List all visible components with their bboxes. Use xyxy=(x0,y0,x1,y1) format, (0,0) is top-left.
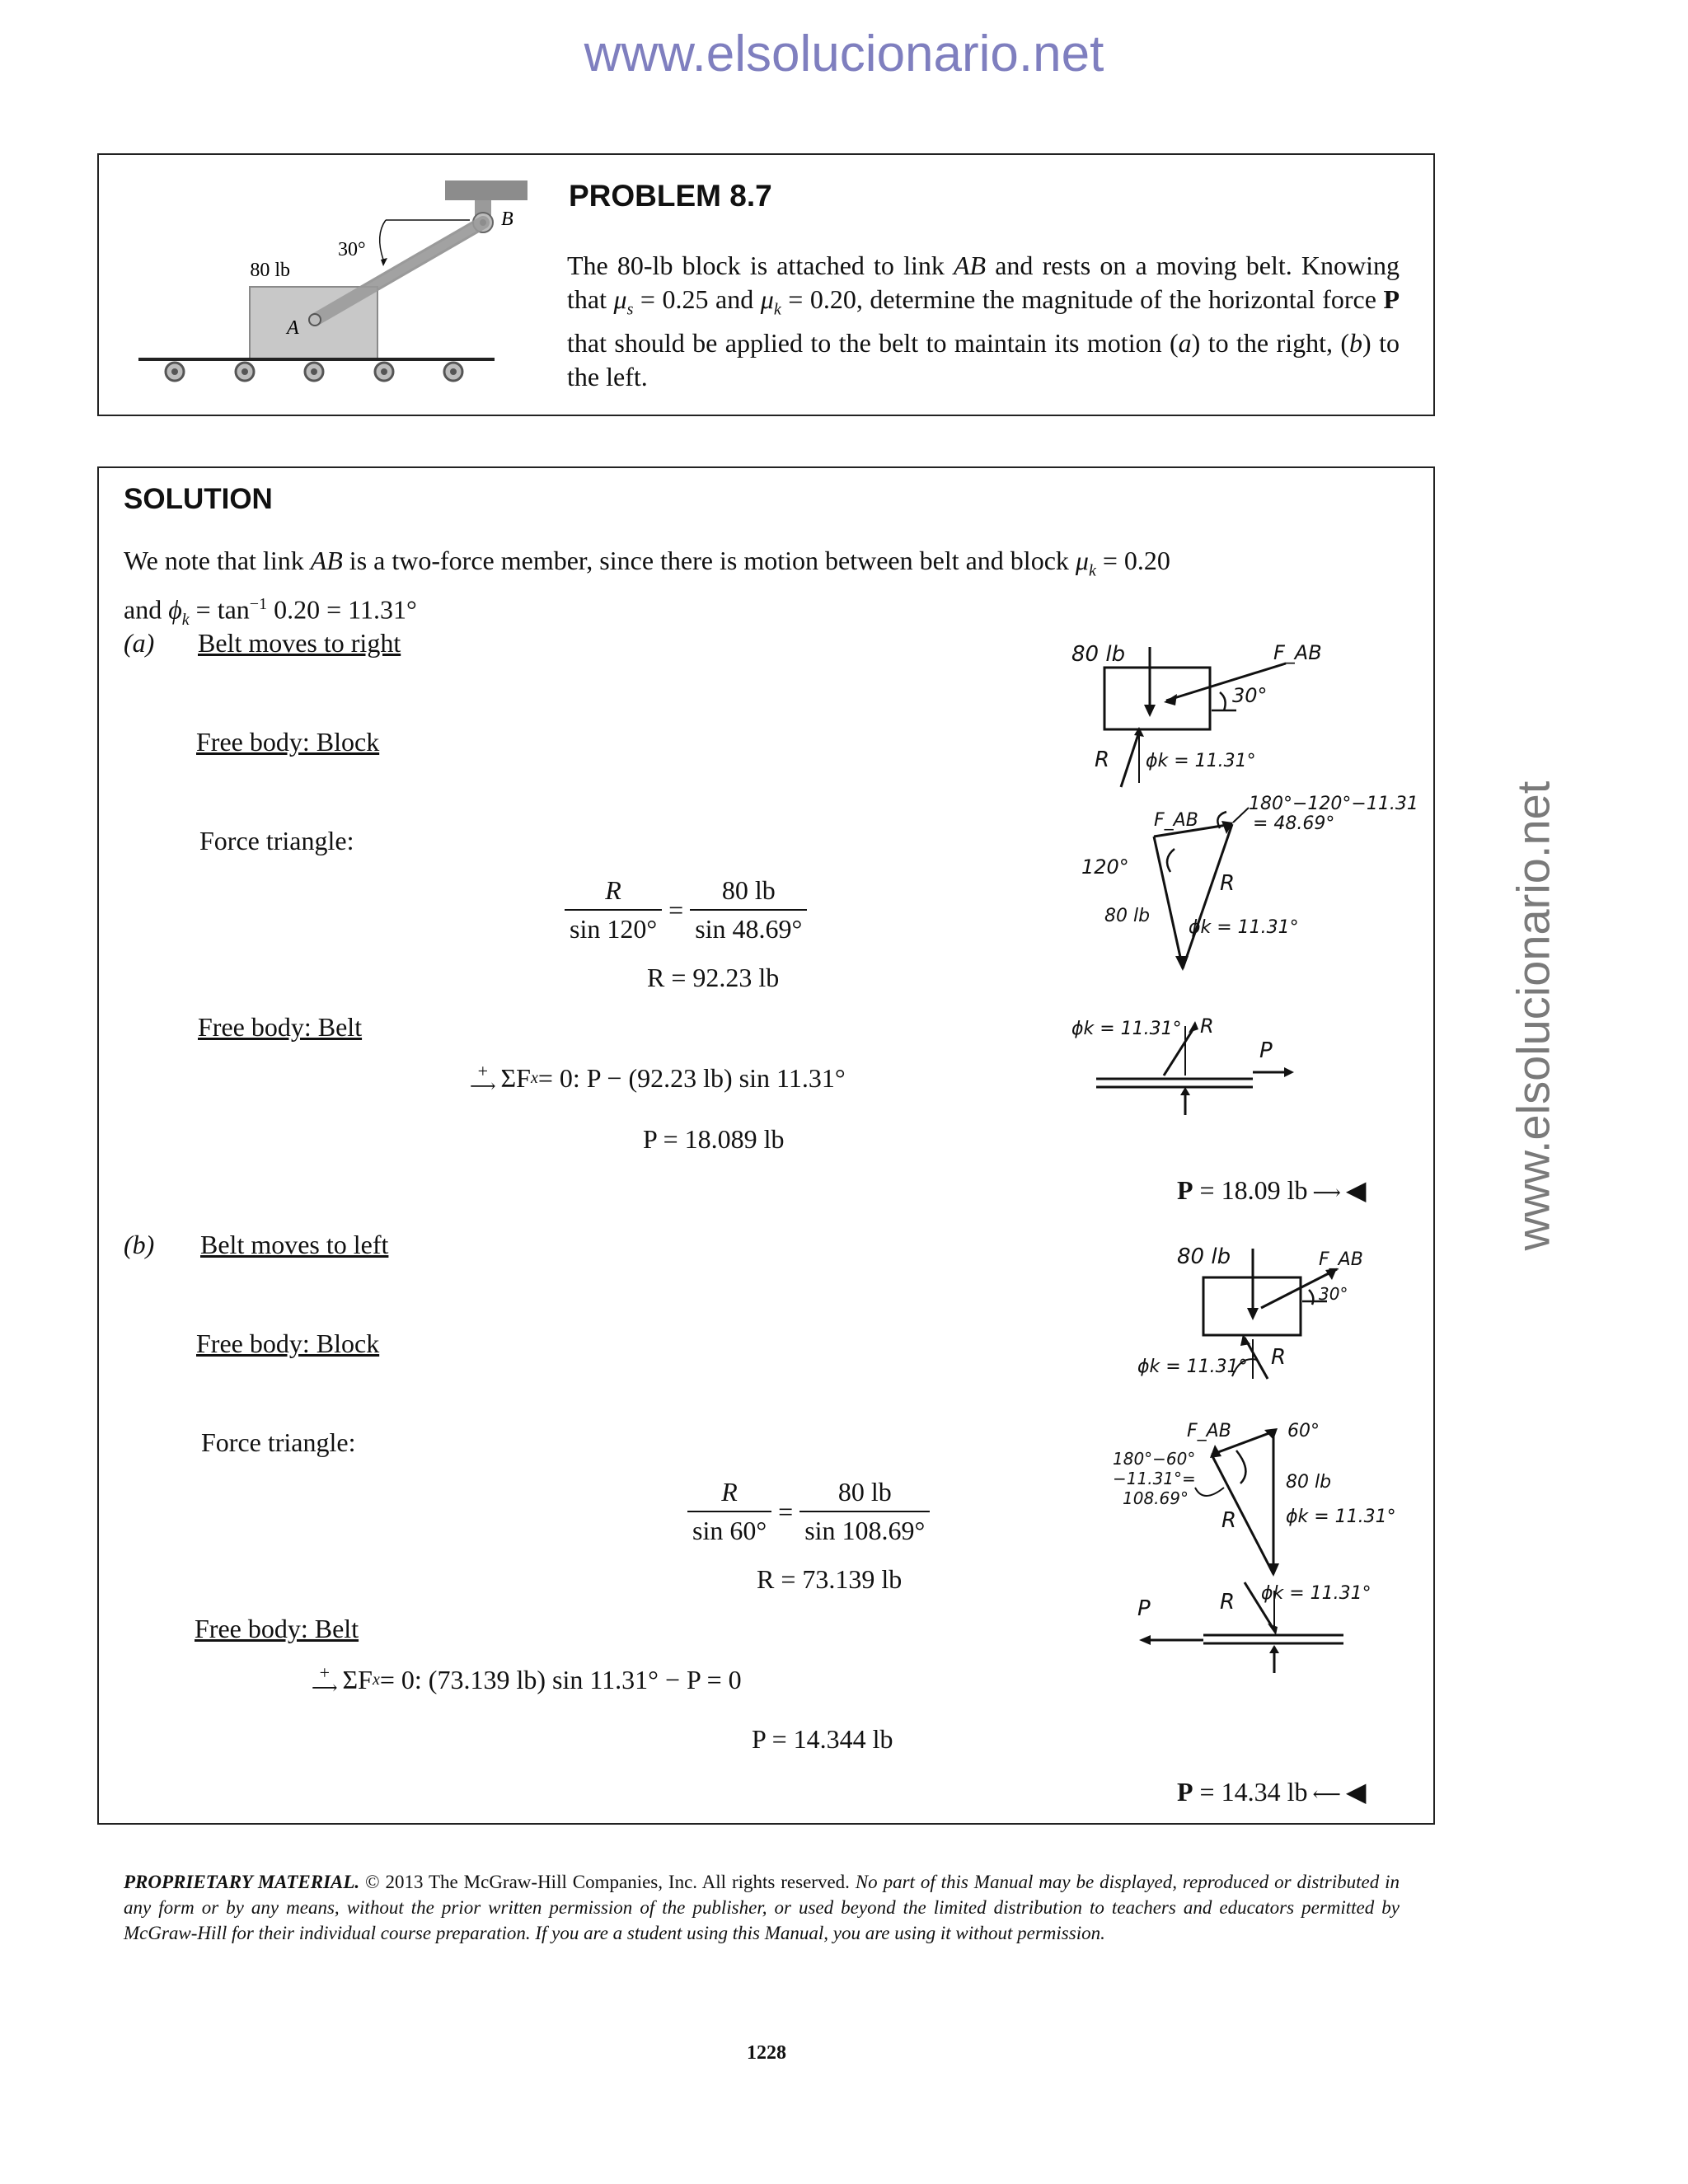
part-b-fb-belt: Free body: Belt xyxy=(195,1614,359,1643)
problem-figure xyxy=(132,169,511,404)
watermark-top: www.elsolucionario.net xyxy=(584,26,1104,82)
problem-statement: The 80-lb block is attached to link AB and rests on a moving belt. Knowing that $\mu_s = 0.25$ and $\mu_k = 0.20$, determine the magnitude of the horizontal force P that should be applied to the belt to maintain its motion (a) to the right, (b) to the left. xyxy=(567,251,1400,392)
belt-rollers xyxy=(166,363,462,381)
sketch-a-tri-top: 180°−120°−11.31 xyxy=(1249,794,1418,814)
sketch-a-belt-phi: ϕk = 11.31° xyxy=(1071,1019,1182,1039)
part-b-r-result: R = 73.139 lb xyxy=(757,1564,903,1594)
sketch-a-angle: 30° xyxy=(1232,684,1268,707)
sketch-b-r: R xyxy=(1271,1345,1287,1370)
sketch-a-r: R xyxy=(1095,748,1110,772)
sketch-b-tri-r: R xyxy=(1221,1508,1237,1533)
part-b-p-result: P = 14.344 lb xyxy=(752,1724,893,1754)
sketch-b-phi: ϕk = 11.31° xyxy=(1137,1357,1248,1377)
part-a-ratio-equation: $\frac{R}{\sin 120^\circ}$ = $\frac{80 lb}{\sin 48.69^\circ}$ xyxy=(565,875,807,944)
sketch-a-phi: ϕk = 11.31° xyxy=(1146,751,1256,771)
sketch-a-tri-r: R xyxy=(1220,871,1236,896)
sketch-b-tri-left1: 180°−60° xyxy=(1113,1449,1196,1469)
sketch-b-angle: 30° xyxy=(1319,1284,1348,1304)
sketch-a-fab: F_AB xyxy=(1273,641,1322,664)
part-a-sketch-belt xyxy=(1063,1010,1335,1121)
sketch-b-tri-left2: −11.31°= xyxy=(1113,1469,1196,1488)
part-b-marker: (b) xyxy=(124,1230,155,1259)
part-b-sum-equation: + ⟶ ΣF x = 0: (73.139 lb) sin 11.31° − P = 0 xyxy=(312,1661,742,1698)
sketch-b-tri-left3: 108.69° xyxy=(1123,1488,1189,1508)
part-b-heading: Belt moves to left xyxy=(200,1230,389,1259)
sketch-a-belt-r: R xyxy=(1200,1015,1214,1038)
part-b-sketch-block xyxy=(1121,1240,1393,1385)
part-b-sketch-belt xyxy=(1121,1574,1393,1681)
part-a-p-result: P = 18.089 lb xyxy=(643,1124,785,1154)
part-b-answer: P = 14.34 lb ⟵ ◀ xyxy=(1177,1777,1367,1807)
sketch-a-belt-p: P xyxy=(1259,1038,1273,1063)
part-a-fb-block: Free body: Block xyxy=(196,727,380,757)
solution-intro: We note that link AB is a two-force member, since there is motion between belt and block $\mu_k = 0.20$ and $\phi_k = \tan^{-1} 0.20 = 11.31^\circ$ xyxy=(124,546,1170,630)
sketch-a-tri-fab: F_AB xyxy=(1154,810,1198,831)
sketch-b-tri-60: 60° xyxy=(1287,1421,1320,1441)
part-b-fb-block: Free body: Block xyxy=(196,1329,380,1358)
figure-angle-label: 30° xyxy=(338,239,366,260)
part-a-marker: (a) xyxy=(124,628,155,658)
sketch-a-tri-120: 120° xyxy=(1081,855,1129,879)
sketch-a-tri-top2: = 48.69° xyxy=(1253,813,1335,834)
part-a-r-result: R = 92.23 lb xyxy=(647,963,780,992)
figure-point-b: B xyxy=(501,209,513,230)
sketch-b-belt-r: R xyxy=(1220,1590,1236,1615)
sketch-b-tri-fab: F_AB xyxy=(1187,1421,1231,1441)
sketch-a-weight: 80 lb xyxy=(1071,642,1126,667)
part-b-ratio-equation: $\frac{R}{\sin 60^\circ}$ = $\frac{80 lb}{\sin 108.69^\circ}$ xyxy=(687,1477,930,1546)
sketch-a-tri-phi: ϕk = 11.31° xyxy=(1189,917,1299,938)
sketch-a-tri-80: 80 lb xyxy=(1104,906,1151,926)
part-a-heading: Belt moves to right xyxy=(198,628,401,658)
part-b-force-triangle: Force triangle: xyxy=(201,1427,356,1457)
sketch-b-fab: F_AB xyxy=(1319,1249,1363,1270)
sketch-b-belt-p: P xyxy=(1137,1596,1151,1621)
part-a-sum-equation: + ⟶ ΣF x = 0: P − (92.23 lb) sin 11.31° xyxy=(470,1060,846,1096)
sketch-b-belt-phi: ϕk = 11.31° xyxy=(1261,1583,1372,1604)
part-a-answer: P = 18.09 lb ⟶ ◀ xyxy=(1177,1175,1367,1205)
part-a-fb-belt: Free body: Belt xyxy=(198,1012,363,1042)
problem-title: PROBLEM 8.7 xyxy=(569,179,772,213)
solution-title: SOLUTION xyxy=(124,483,273,515)
sketch-b-tri-phi: ϕk = 11.31° xyxy=(1286,1507,1396,1527)
ceiling-support xyxy=(445,180,528,200)
figure-point-a: A xyxy=(287,317,299,339)
sketch-b-weight: 80 lb xyxy=(1177,1244,1231,1269)
part-a-sketch-triangle xyxy=(1071,791,1418,981)
page-number: 1228 xyxy=(747,2042,786,2064)
part-a-sketch-block xyxy=(1063,635,1335,783)
part-b-sketch-triangle xyxy=(1104,1413,1409,1591)
footer-notice: PROPRIETARY MATERIAL. © 2013 The McGraw-Hill Companies, Inc. All rights reserved. No part of this Manual may be displayed, reproduced or distributed in any form or by any means, without the prior written permission of the publisher, or used beyond the limited distribution to teachers and educators permitted by McGraw-Hill for their individual course preparation. If you are a student using this Manual, you are using it without permission. xyxy=(124,1872,1400,1943)
watermark-side: www.elsolucionario.net xyxy=(1507,780,1559,1251)
figure-weight-label: 80 lb xyxy=(250,260,290,281)
sketch-b-tri-80: 80 lb xyxy=(1286,1472,1332,1493)
part-a-force-triangle: Force triangle: xyxy=(199,826,354,855)
